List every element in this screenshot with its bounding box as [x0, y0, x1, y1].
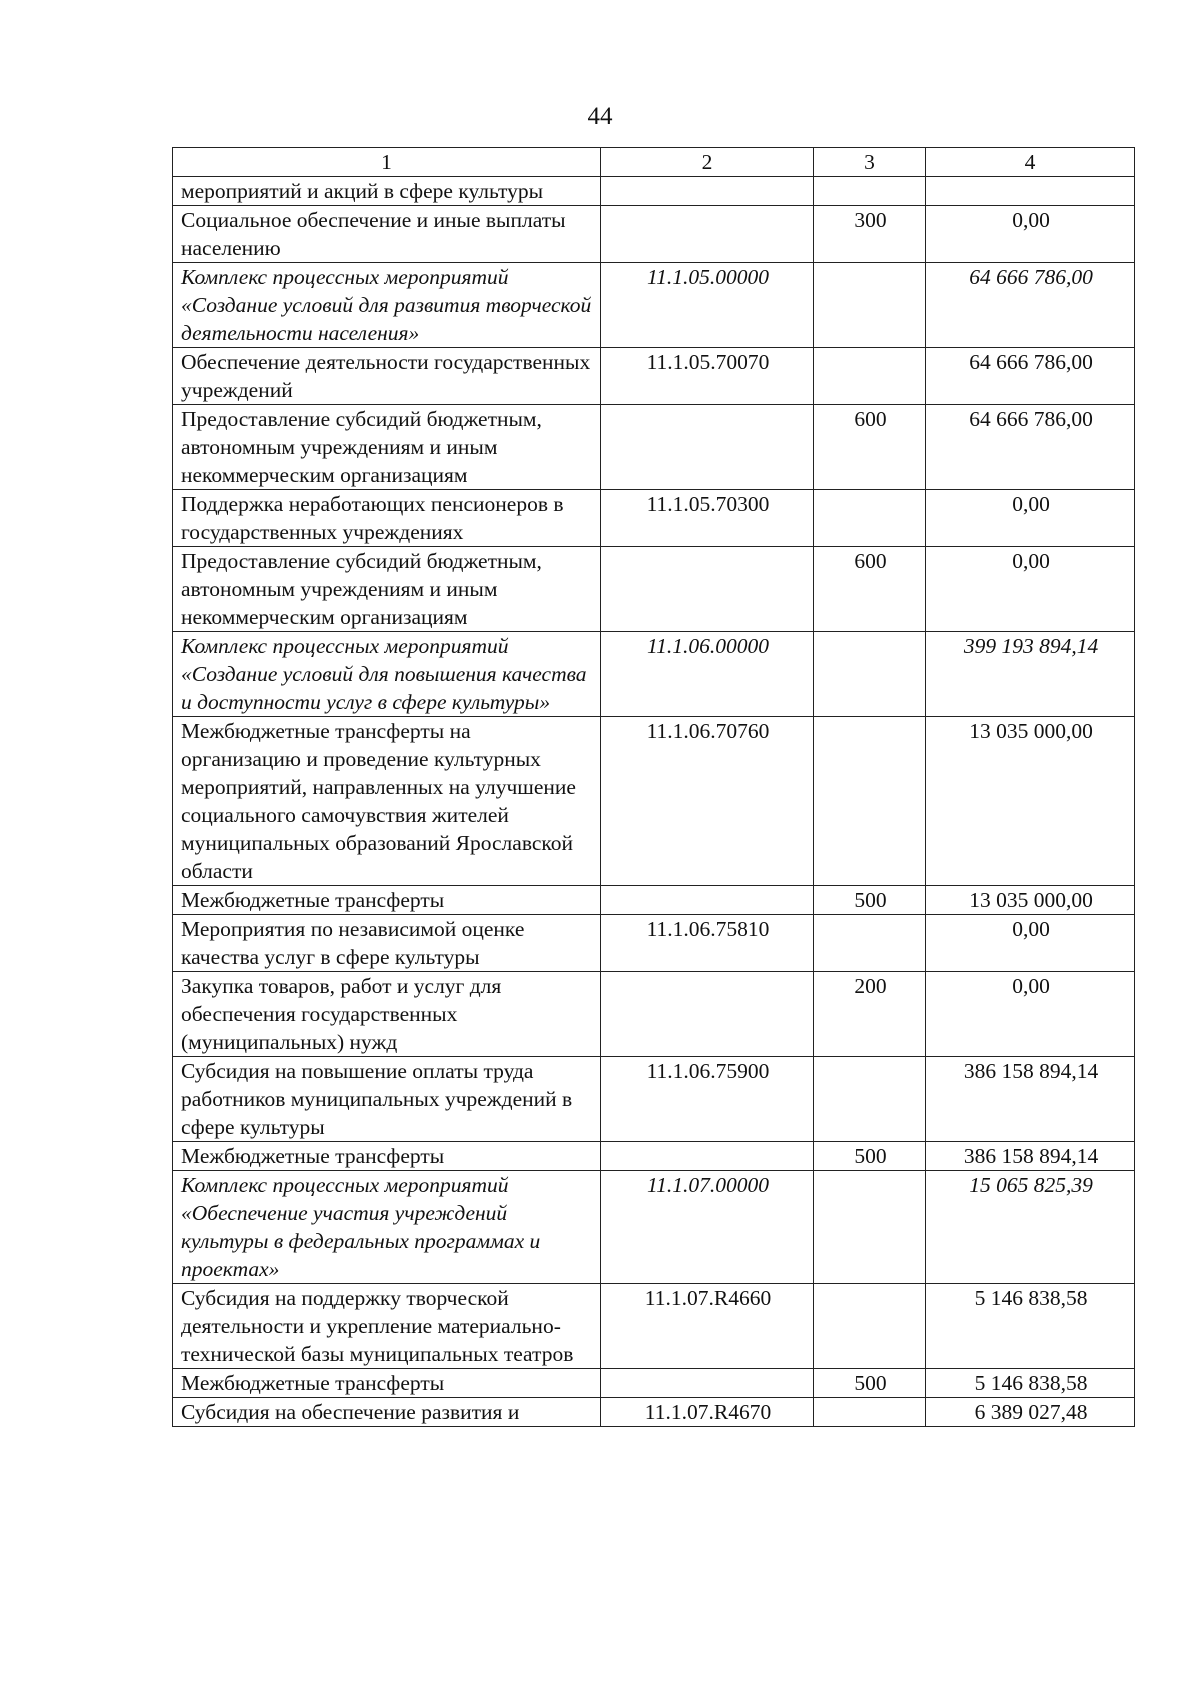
header-col-3: 3 — [814, 148, 926, 177]
row-type-cell: 500 — [814, 886, 926, 915]
row-amount-cell: 5 146 838,58 — [926, 1369, 1135, 1398]
row-code-cell: 11.1.06.75900 — [601, 1057, 814, 1142]
row-amount-cell: 0,00 — [926, 206, 1135, 263]
row-amount-cell: 13 035 000,00 — [926, 717, 1135, 886]
row-amount-cell: 0,00 — [926, 972, 1135, 1057]
row-name-cell: Межбюджетные трансферты — [173, 886, 601, 915]
table-row — [173, 717, 1135, 886]
row-code-cell — [601, 547, 814, 632]
row-name-cell: Комплекс процессных мероприятий «Обеспечение участия учреждений культуры в федеральных программах и проектах» — [173, 1171, 601, 1284]
row-name-cell: Поддержка неработающих пенсионеров в государственных учреждениях — [173, 490, 601, 547]
table-row — [173, 886, 1135, 915]
row-type-cell — [814, 717, 926, 886]
row-name-cell: Мероприятия по независимой оценке качества услуг в сфере культуры — [173, 915, 601, 972]
row-type-cell — [814, 632, 926, 717]
table-row — [173, 490, 1135, 547]
table-row — [173, 348, 1135, 405]
row-name-cell: мероприятий и акций в сфере культуры — [173, 177, 601, 206]
row-amount-cell: 64 666 786,00 — [926, 348, 1135, 405]
row-code-cell: 11.1.05.70070 — [601, 348, 814, 405]
row-name-cell: Предоставление субсидий бюджетным, автономным учреждениям и иным некоммерческим организациям — [173, 405, 601, 490]
row-amount-cell: 13 035 000,00 — [926, 886, 1135, 915]
header-col-4: 4 — [926, 148, 1135, 177]
table-row — [173, 177, 1135, 206]
row-code-cell: 11.1.06.70760 — [601, 717, 814, 886]
header-col-1: 1 — [173, 148, 601, 177]
row-code-cell — [601, 972, 814, 1057]
row-amount-cell: 386 158 894,14 — [926, 1057, 1135, 1142]
table-row — [173, 206, 1135, 263]
table-row — [173, 915, 1135, 972]
row-type-cell — [814, 1171, 926, 1284]
row-name-cell: Межбюджетные трансферты — [173, 1369, 601, 1398]
table-row — [173, 1369, 1135, 1398]
table-row — [173, 1284, 1135, 1369]
header-col-2: 2 — [601, 148, 814, 177]
row-code-cell — [601, 1369, 814, 1398]
row-amount-cell: 64 666 786,00 — [926, 405, 1135, 490]
row-name-cell: Предоставление субсидий бюджетным, автономным учреждениям и иным некоммерческим организациям — [173, 547, 601, 632]
row-code-cell — [601, 177, 814, 206]
row-type-cell: 500 — [814, 1369, 926, 1398]
row-name-cell: Обеспечение деятельности государственных учреждений — [173, 348, 601, 405]
row-type-cell — [814, 348, 926, 405]
row-code-cell: 11.1.06.00000 — [601, 632, 814, 717]
row-code-cell: 11.1.07.00000 — [601, 1171, 814, 1284]
table-row — [173, 1171, 1135, 1284]
row-type-cell: 600 — [814, 547, 926, 632]
row-type-cell: 600 — [814, 405, 926, 490]
table-row — [173, 1398, 1135, 1427]
table-row — [173, 263, 1135, 348]
row-amount-cell: 0,00 — [926, 490, 1135, 547]
row-type-cell — [814, 1398, 926, 1427]
row-amount-cell: 6 389 027,48 — [926, 1398, 1135, 1427]
budget-table — [172, 147, 1135, 1427]
row-type-cell: 200 — [814, 972, 926, 1057]
row-name-cell: Комплекс процессных мероприятий «Создание условий для развития творческой деятельности населения» — [173, 263, 601, 348]
row-type-cell — [814, 1284, 926, 1369]
row-code-cell — [601, 886, 814, 915]
table-body — [173, 177, 1135, 1427]
row-type-cell — [814, 1057, 926, 1142]
row-name-cell: Субсидия на повышение оплаты труда работников муниципальных учреждений в сфере культуры — [173, 1057, 601, 1142]
row-name-cell: Субсидия на поддержку творческой деятельности и укрепление материально-технической базы муниципальных театров — [173, 1284, 601, 1369]
row-code-cell — [601, 1142, 814, 1171]
page-number: 44 — [587, 103, 613, 130]
row-name-cell: Субсидия на обеспечение развития и — [173, 1398, 601, 1427]
row-amount-cell — [926, 177, 1135, 206]
row-type-cell: 500 — [814, 1142, 926, 1171]
row-amount-cell: 386 158 894,14 — [926, 1142, 1135, 1171]
table-row — [173, 1057, 1135, 1142]
row-code-cell: 11.1.06.75810 — [601, 915, 814, 972]
row-name-cell: Межбюджетные трансферты — [173, 1142, 601, 1171]
table-row — [173, 547, 1135, 632]
row-name-cell: Закупка товаров, работ и услуг для обеспечения государственных (муниципальных) нужд — [173, 972, 601, 1057]
row-code-cell: 11.1.05.70300 — [601, 490, 814, 547]
row-name-cell: Комплекс процессных мероприятий «Создание условий для повышения качества и доступности услуг в сфере культуры» — [173, 632, 601, 717]
row-type-cell: 300 — [814, 206, 926, 263]
row-type-cell — [814, 177, 926, 206]
row-amount-cell: 64 666 786,00 — [926, 263, 1135, 348]
row-code-cell — [601, 206, 814, 263]
row-code-cell: 11.1.05.00000 — [601, 263, 814, 348]
row-code-cell: 11.1.07.R4660 — [601, 1284, 814, 1369]
row-type-cell — [814, 263, 926, 348]
table-row — [173, 972, 1135, 1057]
header-row — [173, 148, 1135, 177]
row-name-cell: Социальное обеспечение и иные выплаты населению — [173, 206, 601, 263]
row-name-cell: Межбюджетные трансферты на организацию и проведение культурных мероприятий, направленных на улучшение социального самочувствия жителей муниципальных образований Ярославской области — [173, 717, 601, 886]
table-row — [173, 405, 1135, 490]
row-code-cell: 11.1.07.R4670 — [601, 1398, 814, 1427]
row-amount-cell: 0,00 — [926, 915, 1135, 972]
table-row — [173, 1142, 1135, 1171]
row-type-cell — [814, 915, 926, 972]
row-code-cell — [601, 405, 814, 490]
row-amount-cell: 15 065 825,39 — [926, 1171, 1135, 1284]
table-row — [173, 632, 1135, 717]
row-amount-cell: 399 193 894,14 — [926, 632, 1135, 717]
row-amount-cell: 5 146 838,58 — [926, 1284, 1135, 1369]
row-amount-cell: 0,00 — [926, 547, 1135, 632]
row-type-cell — [814, 490, 926, 547]
